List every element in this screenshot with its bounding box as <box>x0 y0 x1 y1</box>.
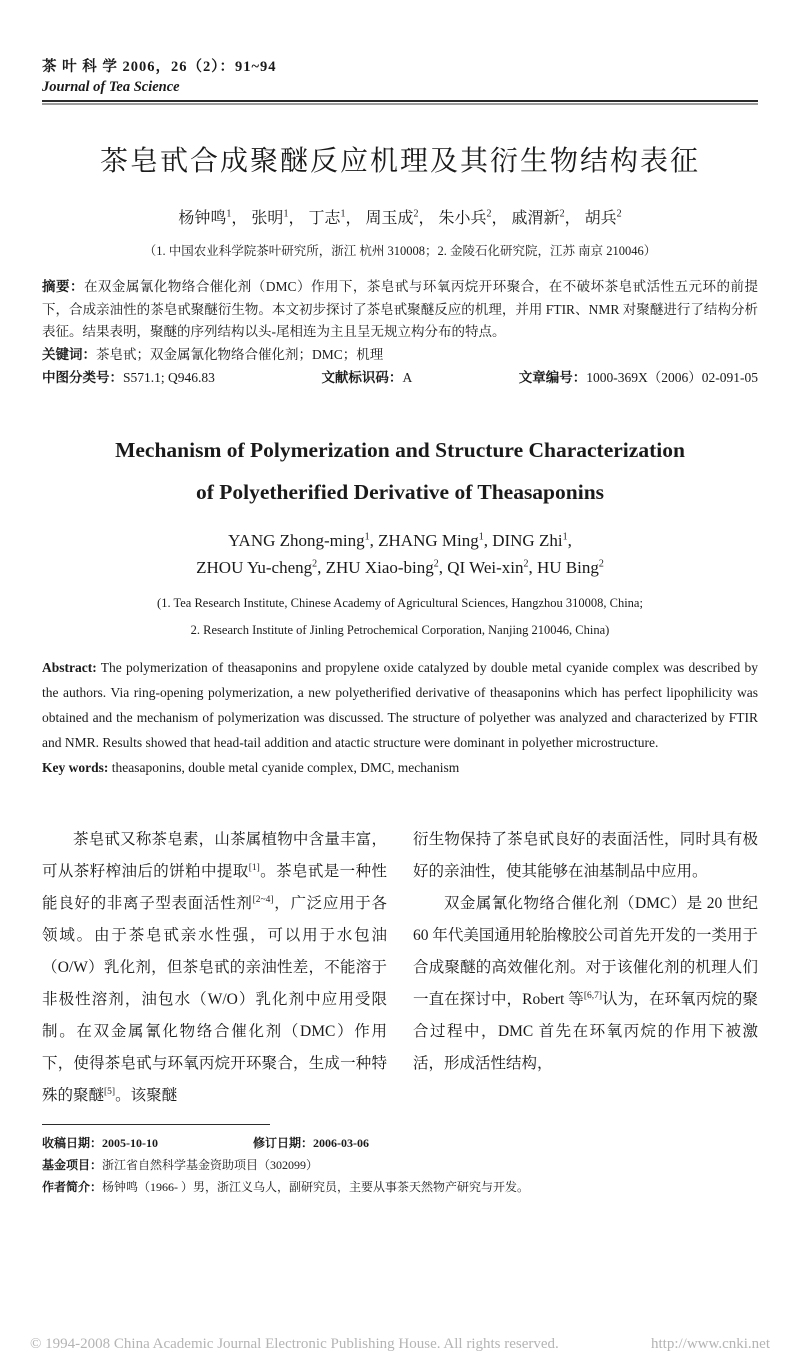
author-superscript: 2 <box>616 208 622 220</box>
author-superscript: 2 <box>312 558 318 570</box>
abstract-cn <box>42 276 758 344</box>
header-divider <box>42 100 758 105</box>
authors-line-en <box>42 527 758 581</box>
citation-superscript: [1] <box>248 862 260 873</box>
funding-value: 浙江省自然科学基金资助项目（302099） <box>102 1158 319 1172</box>
copyright-bar <box>30 1336 770 1353</box>
affiliation-en <box>42 590 758 644</box>
author-superscript: 1 <box>283 208 289 220</box>
received-date-value: 2005-10-10 <box>102 1136 159 1150</box>
abstract-cn-label: 摘要： <box>42 279 84 294</box>
header-divider-gray-line <box>42 103 758 105</box>
body-columns <box>42 824 758 1112</box>
author-separator: , <box>438 558 448 577</box>
author-separator: ， <box>288 210 305 227</box>
author-name: ZHU Xiao-bing$^2$ <box>325 558 439 577</box>
authors-en-line2 <box>42 554 758 581</box>
author-separator: , <box>567 531 572 550</box>
abstract-cn-text: 在双金属氰化物络合催化剂（DMC）作用下，茶皂甙与环氧丙烷开环聚合，在不破坏茶皂甙活性五元环的前提下，合成亲油性的茶皂甙聚醚衍生物。本文初步探讨了茶皂甙聚醚反应的机理，并用 FTIR、NMR 对聚醚进行了结构分析表征。结果表明，聚醚的序列结构以头-尾相连为主且呈无规立构分布的特点。 <box>42 279 758 339</box>
author-separator: , <box>483 531 493 550</box>
copyright-text: © 1994-2008 China Academic Journal Electronic Publishing House. All rights reserved. <box>30 1336 559 1352</box>
author-separator: , <box>317 558 326 577</box>
keywords-cn-label: 关键词： <box>42 346 96 362</box>
page-title-en-line2: of Polyetherified Derivative of Theasaponins <box>195 480 605 504</box>
body-paragraph <box>413 888 758 1080</box>
keywords-en <box>42 755 758 780</box>
author-separator: ， <box>418 210 435 227</box>
journal-title-cn: 茶 叶 科 学 2006，26（2）：91~94 <box>42 59 277 75</box>
keywords-cn-text: 茶皂甙；双金属氰化物络合催化剂；DMC；机理 <box>96 346 384 362</box>
meta-doc-code: 文献标识码：A <box>321 370 413 385</box>
author-name: 杨钟鸣$^1$ <box>178 208 232 227</box>
author-name: HU Bing$^2$ <box>536 558 604 577</box>
body-column-left <box>42 824 387 1112</box>
footnote-funding <box>42 1154 758 1176</box>
author-separator: , <box>369 531 379 550</box>
author-separator: ， <box>491 210 508 227</box>
abstract-en <box>42 655 758 755</box>
keywords-cn <box>42 344 758 367</box>
author-separator: ， <box>345 210 362 227</box>
body-text-segment: 双金属氰化物络合催化剂（DMC）是 20 世纪 60 年代美国通用轮胎橡胶公司首先开发的一类用于合成聚醚的高效催化剂。对于该催化剂的机理人们一直在探讨中，Robert 等 <box>413 895 758 1008</box>
journal-title-en: Journal of Tea Science <box>42 79 180 95</box>
author-superscript: 1 <box>226 208 232 220</box>
author-name: 戚渭新$^2$ <box>511 208 565 227</box>
body-text-segment: 。该聚醚 <box>115 1087 178 1104</box>
author-name: ZHANG Ming$^1$ <box>378 531 484 550</box>
body-text-segment: 认为，在环氧丙烷的聚合过程中，DMC 首先在环氧丙烷的作用下被激活，形成活性结构， <box>413 991 758 1072</box>
authors-en-line1 <box>42 527 758 554</box>
author-bio-label: 作者简介： <box>42 1180 103 1194</box>
author-superscript: 1 <box>364 531 370 543</box>
body-text-segment: 。茶皂甙是一种性能良好的非离子型表面活性剂 <box>42 863 387 912</box>
author-separator: , <box>528 558 537 577</box>
citation-superscript: [2~4] <box>252 894 274 905</box>
author-superscript: 2 <box>413 208 419 220</box>
footnote-dates <box>42 1132 758 1154</box>
paper-page <box>0 55 800 1198</box>
page-title-en <box>42 429 758 513</box>
author-separator: ， <box>231 210 248 227</box>
body-column-right <box>413 824 758 1112</box>
affiliation-cn: （1. 中国农业科学院茶叶研究所，浙江 杭州 310008；2. 金陵石化研究院，江苏 南京 210046） <box>143 244 657 258</box>
author-name: YANG Zhong-ming$^1$ <box>228 531 370 550</box>
meta-article-id: 文章编号：1000-369X（2006）02-091-05 <box>518 370 758 385</box>
author-name: 周玉成$^2$ <box>365 208 419 227</box>
author-bio-value: 杨钟鸣（1966- ）男，浙江义乌人，副研究员，主要从事茶天然物产研究与开发。 <box>102 1180 530 1194</box>
body-text-segment: ，广泛应用于各领域。由于茶皂甙亲水性强，可以用于水包油（O/W）乳化剂，但茶皂甙的亲油性差，不能溶于非极性溶剂，油包水（W/O）乳化剂中应用受限制。在双金属氰化物络合催化剂（DMC）作用下，使得茶皂甙与环氧丙烷开环聚合，生成一种特殊的聚醚 <box>42 895 387 1104</box>
citation-superscript: [6,7] <box>583 990 603 1001</box>
header-divider-dark-line <box>42 100 758 102</box>
author-name: 张明$^1$ <box>251 208 289 227</box>
revised-date-label: 修订日期： <box>253 1136 314 1150</box>
page-title-en-line1: Mechanism of Polymerization and Structure Characterization <box>115 438 685 462</box>
revised-date-value: 2006-03-06 <box>313 1136 370 1150</box>
author-superscript: 2 <box>559 208 565 220</box>
keywords-en-label: Key words: <box>42 760 109 775</box>
author-name: QI Wei-xin$^2$ <box>447 558 529 577</box>
author-superscript: 2 <box>486 208 492 220</box>
page-title: 茶皂甙合成聚醚反应机理及其衍生物结构表征 <box>99 146 700 177</box>
author-superscript: 1 <box>478 531 484 543</box>
body-paragraph <box>42 824 387 1112</box>
author-superscript: 2 <box>598 558 604 570</box>
abstract-en-text: The polymerization of theasaponins and propylene oxide catalyzed by double metal cyanide complex was described by the authors. Via ring-opening polymerization, a new polyetherified derivative of theasaponins which has perfect lipophilicity was obtained and the mechanism of polymerization was discussed. The structure of polyether was analyzed and characterized by FTIR and NMR. Results showed that head-tail addition and atactic structure were dominant in polyether microstructure. <box>42 660 759 750</box>
abstract-en-label: Abstract: <box>42 660 97 675</box>
article-meta-row <box>42 367 758 389</box>
received-date-label: 收稿日期： <box>42 1136 103 1150</box>
author-superscript: 2 <box>433 558 439 570</box>
author-name: DING Zhi$^1$ <box>492 531 568 550</box>
affiliation-en-line2: 2. Research Institute of Jinling Petrochemical Corporation, Nanjing 210046, China) <box>190 623 610 637</box>
author-superscript: 2 <box>523 558 529 570</box>
body-text-segment: 茶皂甙又称茶皂素，山茶属植物中含量丰富，可从茶籽榨油后的饼粕中提取 <box>42 831 387 880</box>
author-name: ZHOU Yu-cheng$^2$ <box>196 558 318 577</box>
funding-label: 基金项目： <box>42 1158 103 1172</box>
citation-superscript: [5] <box>104 1086 116 1097</box>
meta-clc: 中图分类号：S571.1; Q946.83 <box>42 370 215 385</box>
author-name: 朱小兵$^2$ <box>438 208 492 227</box>
author-separator: ， <box>564 210 581 227</box>
author-superscript: 1 <box>562 531 568 543</box>
affiliation-en-line1: (1. Tea Research Institute, Chinese Academy of Agricultural Sciences, Hangzhou 310008, China; <box>157 596 643 610</box>
body-paragraph: 衍生物保持了茶皂甙良好的表面活性，同时具有极好的亲油性，使其能够在油基制品中应用。 <box>413 831 758 880</box>
author-name: 胡兵$^2$ <box>584 208 622 227</box>
cnki-url-link[interactable]: http://www.cnki.net <box>650 1336 770 1352</box>
keywords-en-text: theasaponins, double metal cyanide complex, DMC, mechanism <box>111 760 460 775</box>
journal-header <box>42 55 758 105</box>
footnote-divider <box>42 1124 270 1125</box>
footnote-block <box>42 1124 758 1198</box>
authors-line-cn <box>42 205 758 228</box>
footnote-author-bio <box>42 1176 758 1198</box>
author-superscript: 1 <box>340 208 346 220</box>
author-name: 丁志$^1$ <box>308 208 346 227</box>
